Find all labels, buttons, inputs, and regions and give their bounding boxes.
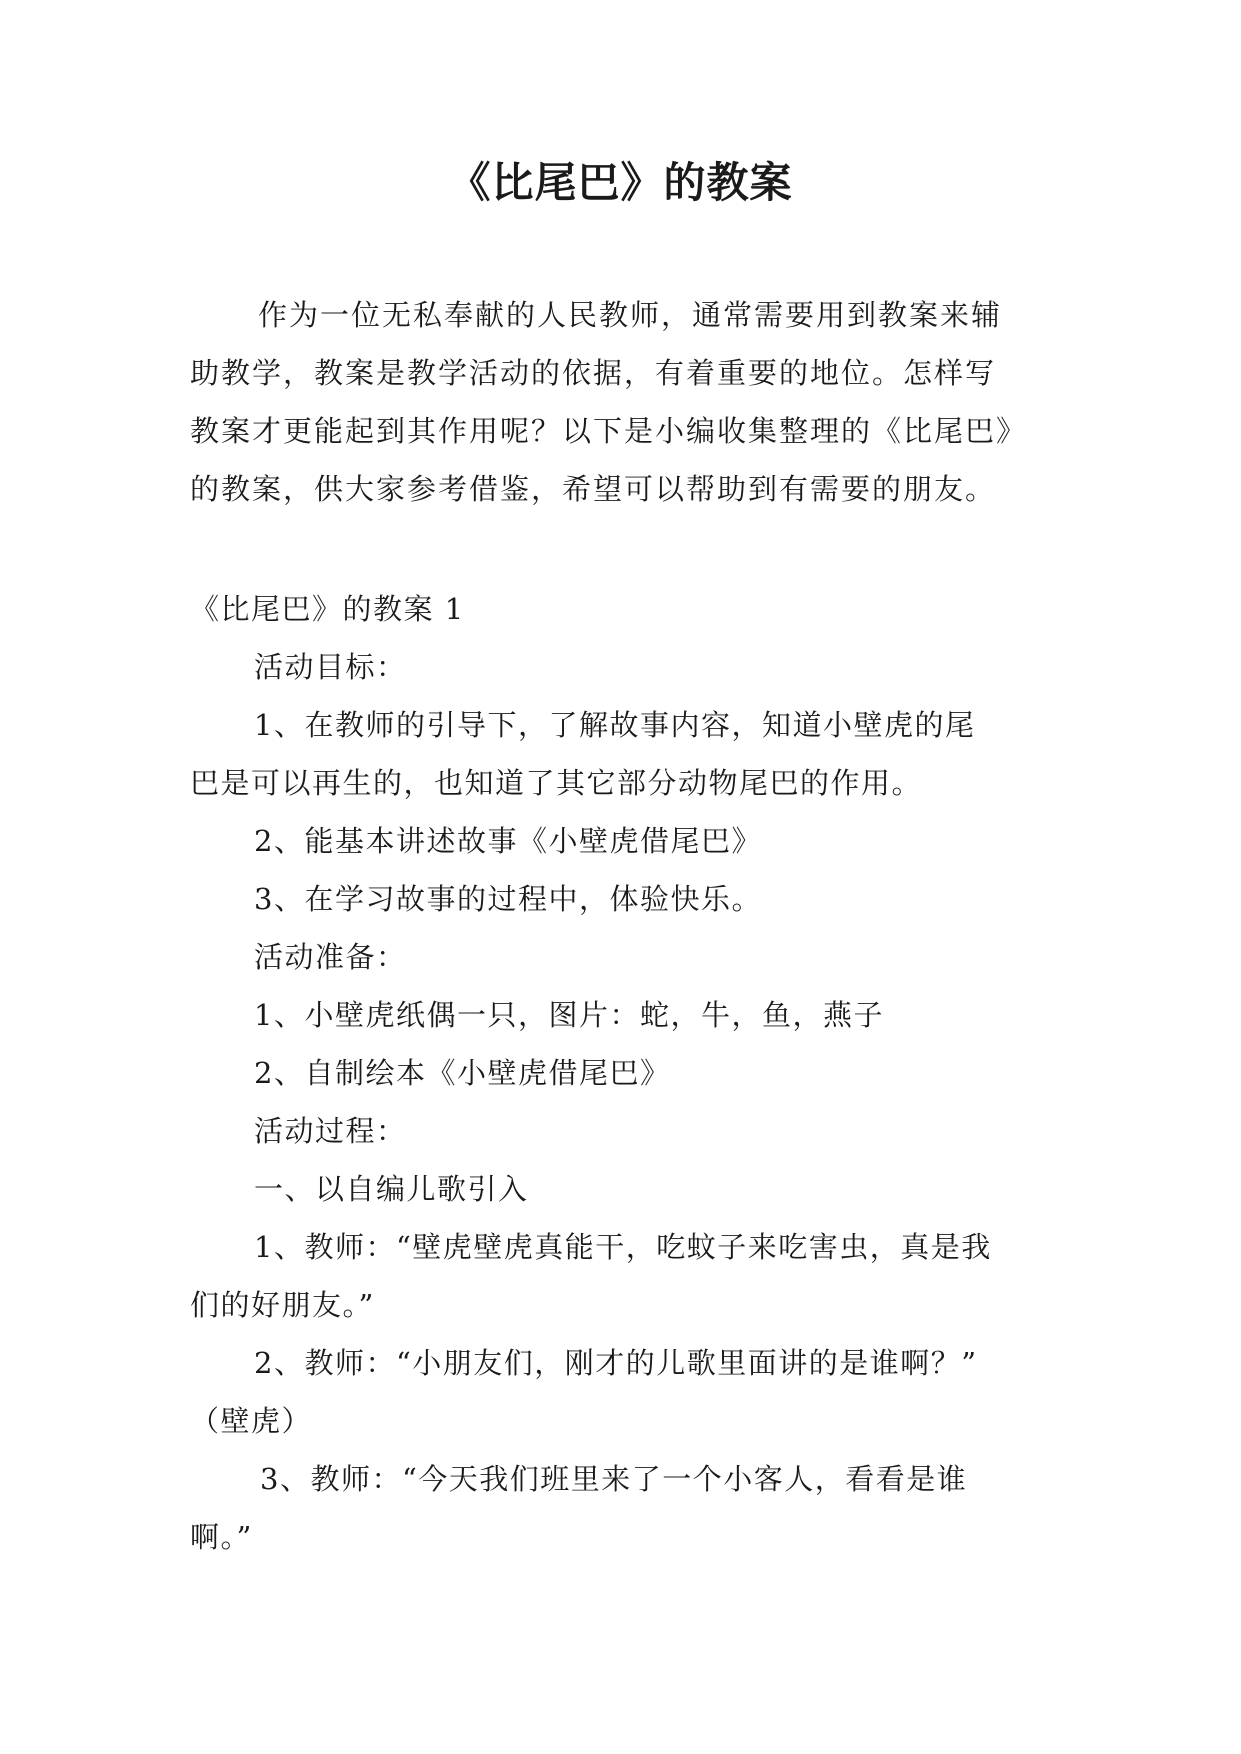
intro-line: 的教案，供大家参考借鉴，希望可以帮助到有需要的朋友。	[190, 472, 997, 506]
body-line: 1、教师：“壁虎壁虎真能干，吃蚊子来吃害虫，真是我	[254, 1230, 992, 1264]
body-line: 们的好朋友。”	[190, 1288, 375, 1322]
body-line: 3、教师：“今天我们班里来了一个小客人，看看是谁	[260, 1462, 968, 1496]
body-line: （壁虎）	[190, 1404, 313, 1438]
body-line: 2、能基本讲述故事《小壁虎借尾巴》	[254, 824, 762, 858]
body-line: 3、在学习故事的过程中，体验快乐。	[254, 882, 762, 916]
body-line: 1、小壁虎纸偶一只，图片：蛇，牛，鱼，燕子	[254, 998, 884, 1032]
body-line: 1、在教师的引导下，了解故事内容，知道小壁虎的尾	[254, 708, 976, 742]
intro-line: 教案才更能起到其作用呢？以下是小编收集整理的《比尾巴》	[190, 414, 1028, 448]
body-line: 活动目标：	[254, 650, 407, 684]
body-line: 活动准备：	[254, 940, 407, 974]
document-title: 《比尾巴》的教案	[448, 158, 793, 207]
section-heading: 《比尾巴》的教案 1	[190, 592, 465, 626]
intro-line: 作为一位无私奉献的人民教师，通常需要用到教案来辅	[258, 298, 1003, 332]
body-line: 啊。”	[190, 1520, 253, 1554]
body-line: 巴是可以再生的，也知道了其它部分动物尾巴的作用。	[190, 766, 923, 800]
intro-paragraph	[190, 286, 1060, 518]
body-line: 2、教师：“小朋友们，刚才的儿歌里面讲的是谁啊？”	[254, 1346, 978, 1380]
body-line: 一、以自编儿歌引入	[254, 1172, 529, 1206]
body-line: 2、自制绘本《小壁虎借尾巴》	[254, 1056, 671, 1090]
body-line: 活动过程：	[254, 1114, 407, 1148]
lesson-plan-body	[190, 580, 1070, 1566]
intro-line: 助教学，教案是教学活动的依据，有着重要的地位。怎样写	[190, 356, 997, 390]
